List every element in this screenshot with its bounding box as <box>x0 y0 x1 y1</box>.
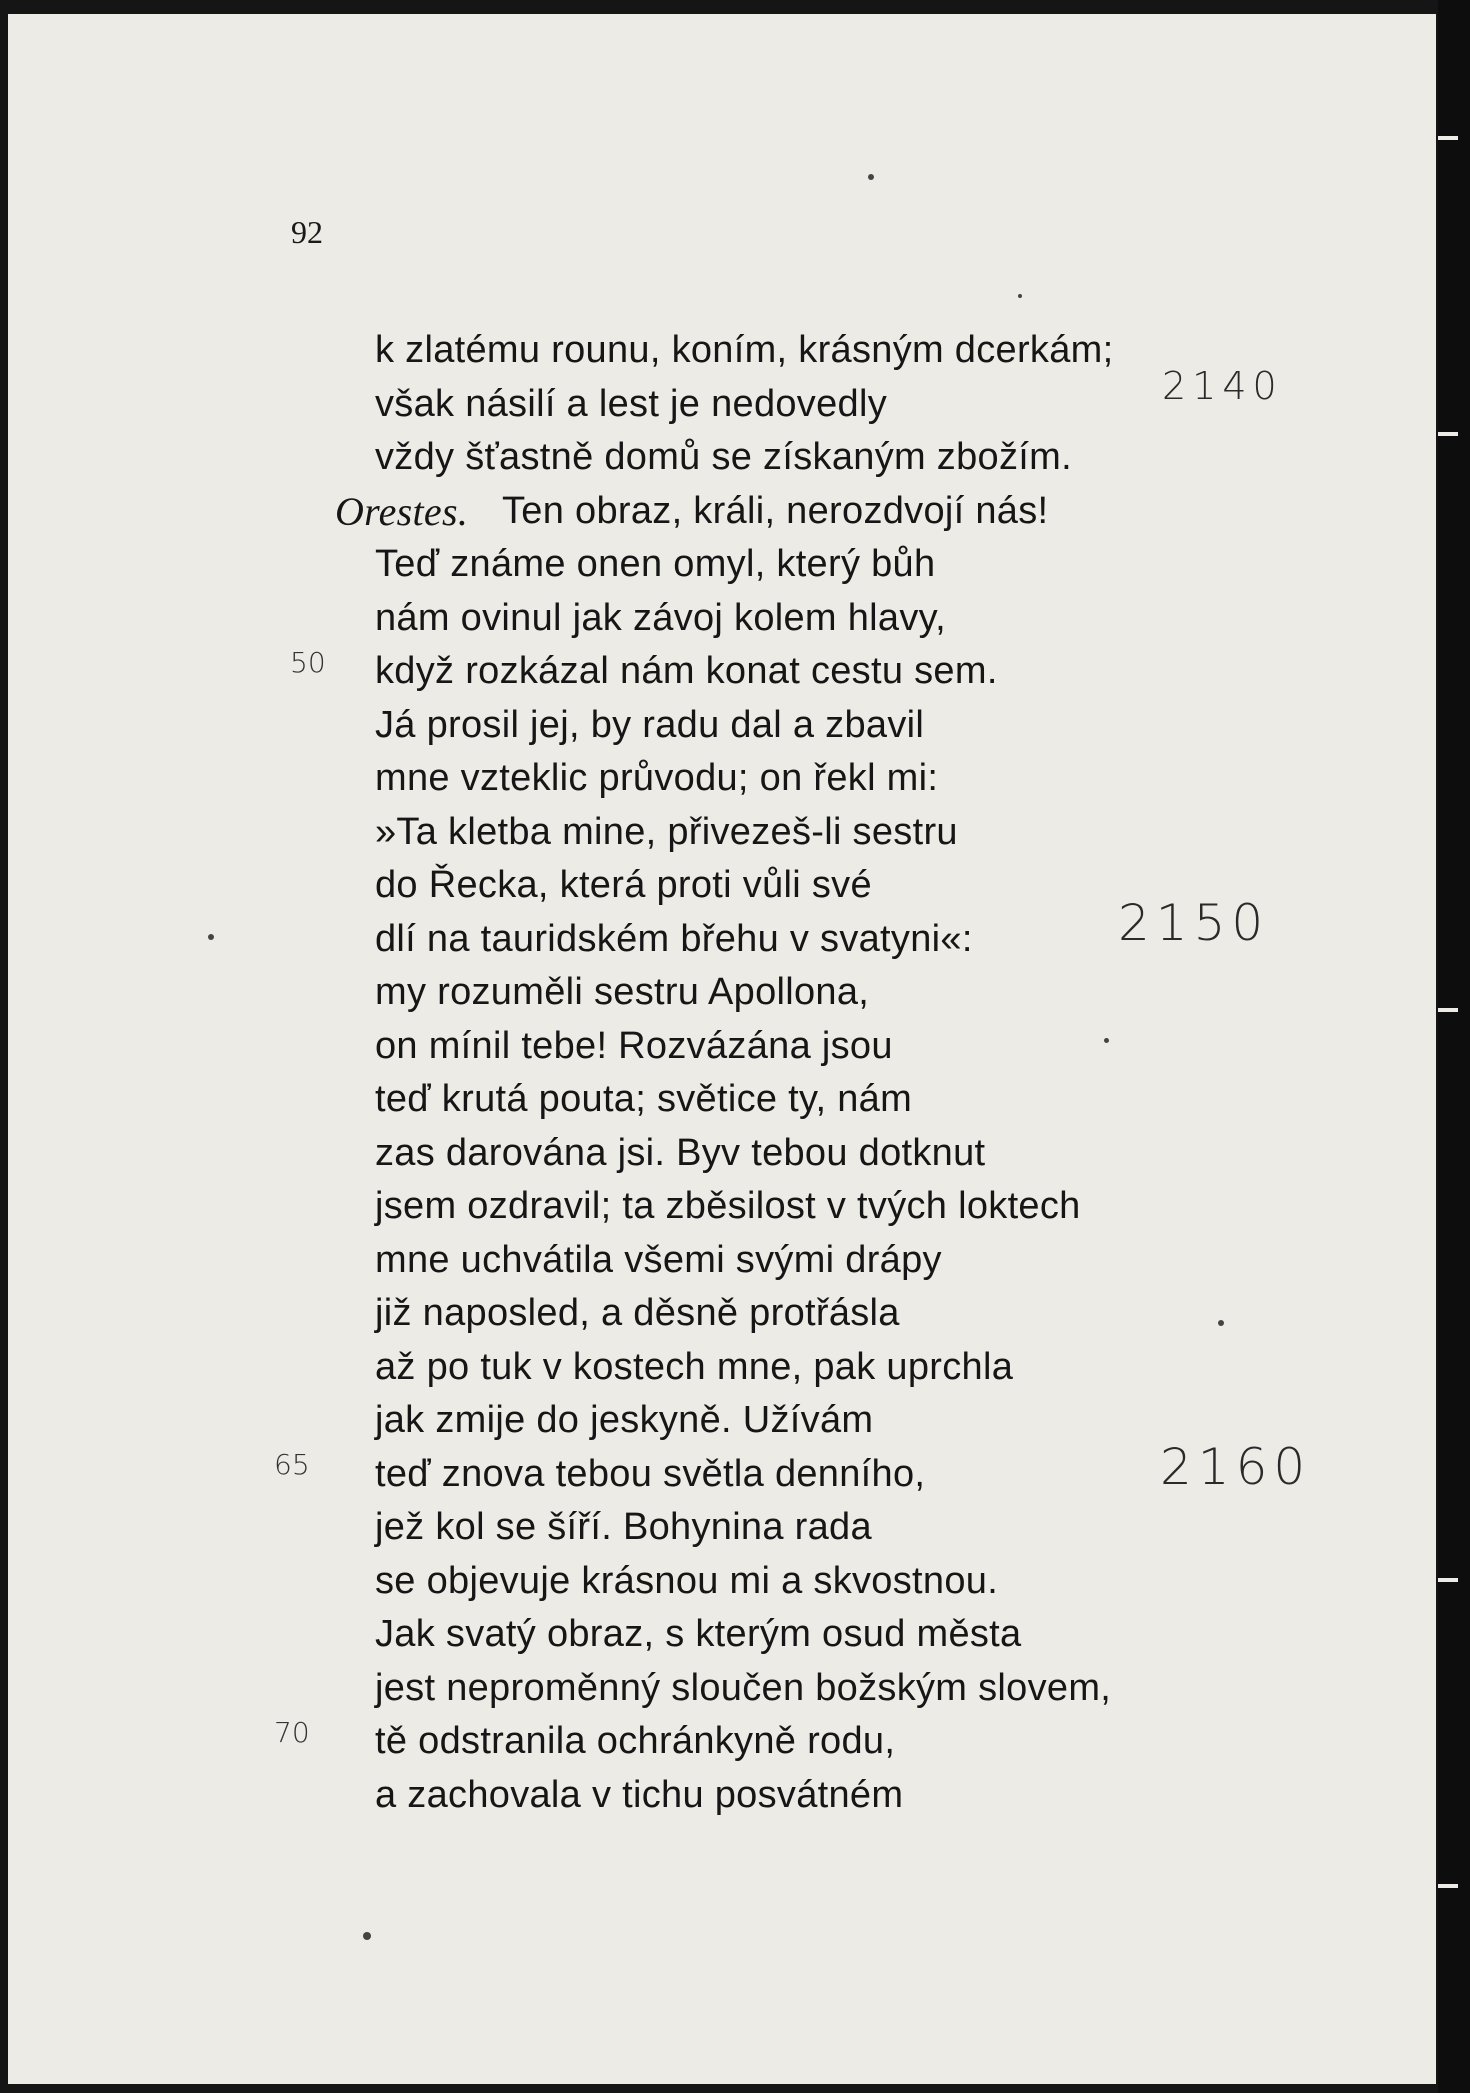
verse-line: on mínil tebe! Rozvázána jsou <box>375 1024 893 1067</box>
margin-note: 2150 <box>1118 894 1270 952</box>
speaker-name: Orestes. <box>335 488 469 534</box>
verse-line: Já prosil jej, by radu dal a zbavil <box>375 703 925 746</box>
verse-line: mne vzteklic průvodu; on řekl mi: <box>375 757 939 799</box>
verse-line: teď znova tebou světla denního, <box>375 1452 926 1495</box>
verse-line: mne uchvátila všemi svými drápy <box>375 1238 942 1281</box>
scan-mark <box>1438 432 1458 436</box>
scan-mark <box>1438 136 1458 140</box>
verse-line: vždy šťastně domů se získaným zbožím. <box>375 436 1072 478</box>
scan-speck <box>1018 294 1022 298</box>
scan-speck <box>1218 1320 1224 1326</box>
verse-line: již naposled, a děsně protřásla <box>375 1292 900 1334</box>
line-number: 70 <box>274 1716 310 1749</box>
verse-line: jak zmije do jeskyně. Užívám <box>375 1399 874 1441</box>
scan-speck <box>208 934 214 940</box>
scan-mark <box>1438 1884 1458 1888</box>
verse-text: Ten obraz, králi, nerozdvojí nás! <box>502 489 1049 532</box>
verse-line: k zlatému rounu, koním, krásným dcerkám; <box>375 329 1114 371</box>
scan-mark <box>1438 1008 1458 1012</box>
verse-line: jest neproměnný sloučen božským slovem, <box>375 1666 1112 1709</box>
scan-speck <box>868 174 874 180</box>
verse-line: dlí na tauridském břehu v svatyni«: <box>375 917 973 960</box>
verse-line: jež kol se šíří. Bohynina rada <box>375 1506 872 1548</box>
verse-line: teď krutá pouta; světice ty, nám <box>375 1078 913 1120</box>
verse-line: když rozkázal nám konat cestu sem. <box>375 650 998 692</box>
verse-line: Teď známe onen omyl, který bůh <box>375 543 936 585</box>
verse-line: do Řecka, která proti vůli své <box>375 864 872 906</box>
verse-line: Jak svatý obraz, s kterým osud města <box>375 1613 1022 1655</box>
page-number: 92 <box>291 214 323 250</box>
verse-line: a zachovala v tichu posvátném <box>375 1773 904 1816</box>
verse-line: nám ovinul jak závoj kolem hlavy, <box>375 596 946 639</box>
verse-line-speaker <box>335 485 1375 539</box>
scan-mark <box>1438 1578 1458 1582</box>
verse-line: až po tuk v kostech mne, pak uprchla <box>375 1345 1014 1388</box>
verse-line: se objevuje krásnou mi a skvostnou. <box>375 1559 999 1602</box>
scan-border <box>1438 0 1470 2093</box>
line-number: 65 <box>274 1448 310 1481</box>
verse-line: však násilí a lest je nedovedly <box>375 382 888 425</box>
verse-line: tě odstranila ochránkyně rodu, <box>375 1720 896 1762</box>
verse-block <box>335 324 1375 1822</box>
verse-line: »Ta kletba mine, přivezeš-li sestru <box>375 810 958 853</box>
line-number: 50 <box>290 646 326 679</box>
verse-line: jsem ozdravil; ta zběsilost v tvých loktech <box>375 1185 1081 1227</box>
margin-note: 2140 <box>1162 364 1283 408</box>
scan-speck <box>363 1932 371 1940</box>
margin-note: 2160 <box>1160 1438 1312 1496</box>
scan-speck <box>1104 1038 1109 1043</box>
book-page <box>8 14 1436 2084</box>
verse-line: zas darována jsi. Byv tebou dotknut <box>375 1131 986 1174</box>
verse-line: my rozuměli sestru Apollona, <box>375 971 870 1013</box>
